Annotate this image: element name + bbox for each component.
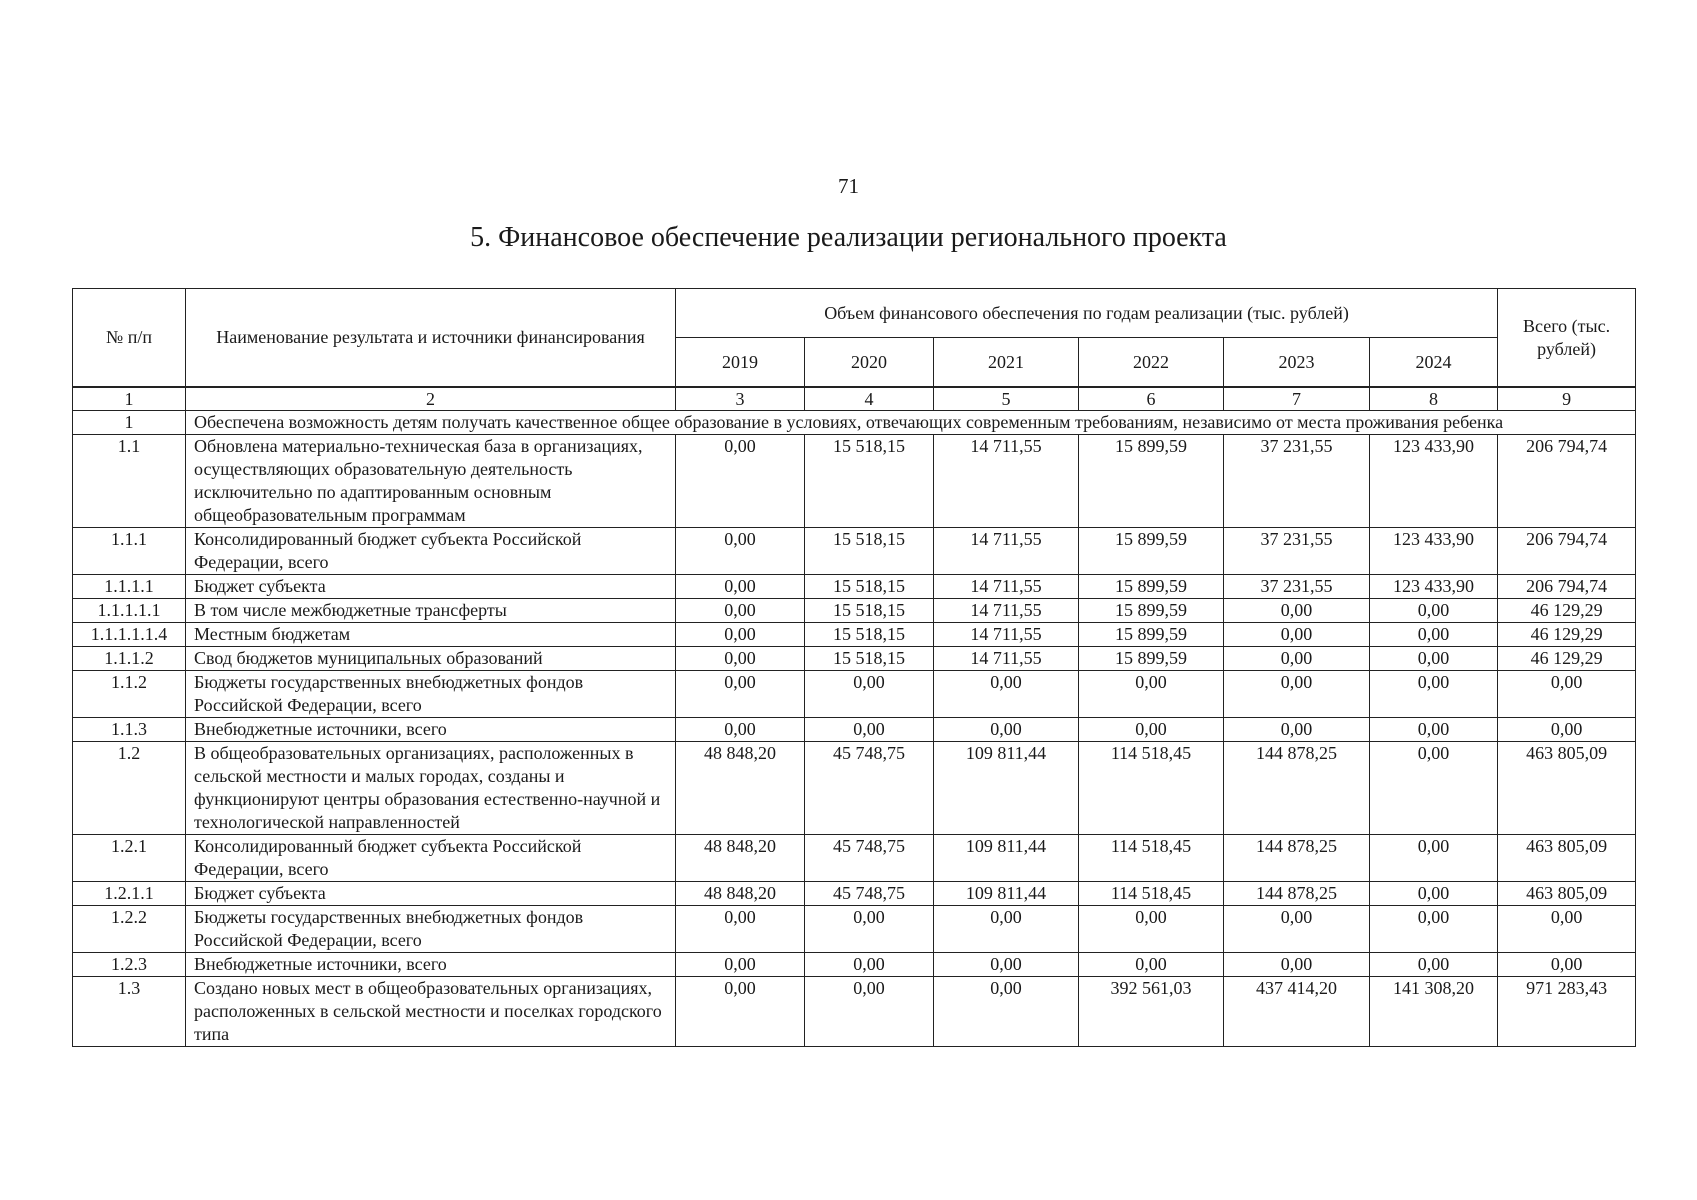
- column-number: 7: [1224, 387, 1370, 411]
- row-name: Создано новых мест в общеобразовательных организациях, расположенных в сельской местности и поселках городского типа: [186, 977, 676, 1047]
- header-year: 2024: [1370, 338, 1498, 388]
- column-number: 5: [934, 387, 1079, 411]
- row-year-value: 123 433,90: [1370, 528, 1498, 575]
- header-year: 2023: [1224, 338, 1370, 388]
- row-number: 1.2.2: [73, 906, 186, 953]
- row-year-value: 0,00: [934, 953, 1079, 977]
- row-year-value: 15 899,59: [1079, 435, 1224, 528]
- row-year-value: 48 848,20: [676, 882, 805, 906]
- row-number: 1.1.1.2: [73, 647, 186, 671]
- column-number: 6: [1079, 387, 1224, 411]
- row-year-value: 15 518,15: [805, 647, 934, 671]
- row-year-value: 0,00: [1224, 623, 1370, 647]
- row-year-value: 15 899,59: [1079, 575, 1224, 599]
- row-total-value: 0,00: [1498, 718, 1636, 742]
- row-year-value: 114 518,45: [1079, 882, 1224, 906]
- header-year: 2022: [1079, 338, 1224, 388]
- table-header: [73, 289, 1636, 411]
- row-year-value: 144 878,25: [1224, 742, 1370, 835]
- row-year-value: 0,00: [1370, 835, 1498, 882]
- row-year-value: 144 878,25: [1224, 835, 1370, 882]
- row-year-value: 15 518,15: [805, 435, 934, 528]
- row-year-value: 45 748,75: [805, 882, 934, 906]
- table-row: [73, 647, 1636, 671]
- column-number: 4: [805, 387, 934, 411]
- row-year-value: 123 433,90: [1370, 435, 1498, 528]
- row-year-value: 0,00: [676, 718, 805, 742]
- row-year-value: 0,00: [934, 671, 1079, 718]
- row-year-value: 14 711,55: [934, 435, 1079, 528]
- row-year-value: 0,00: [1079, 671, 1224, 718]
- table-row: [73, 882, 1636, 906]
- row-year-value: 37 231,55: [1224, 528, 1370, 575]
- row-number: 1.1.1: [73, 528, 186, 575]
- table-body: [73, 411, 1636, 1047]
- row-name: Обновлена материально-техническая база в организациях, осуществляющих образовательную деятельность исключительно по адаптированным основным общеобразовательным программам: [186, 435, 676, 528]
- header-no: № п/п: [73, 289, 186, 388]
- row-year-value: 114 518,45: [1079, 742, 1224, 835]
- row-year-value: 48 848,20: [676, 742, 805, 835]
- document-title: 5. Финансовое обеспечение реализации регионального проекта: [470, 222, 1227, 253]
- row-year-value: 0,00: [676, 435, 805, 528]
- row-year-value: 109 811,44: [934, 882, 1079, 906]
- row-year-value: 45 748,75: [805, 742, 934, 835]
- row-year-value: 0,00: [1370, 623, 1498, 647]
- row-year-value: 114 518,45: [1079, 835, 1224, 882]
- row-total-value: 46 129,29: [1498, 623, 1636, 647]
- row-year-value: 14 711,55: [934, 623, 1079, 647]
- financing-table: [72, 288, 1636, 1047]
- table-row: [73, 953, 1636, 977]
- row-year-value: 109 811,44: [934, 835, 1079, 882]
- row-year-value: 0,00: [1370, 906, 1498, 953]
- row-year-value: 0,00: [1224, 953, 1370, 977]
- row-name: Бюджет субъекта: [186, 575, 676, 599]
- row-year-value: 14 711,55: [934, 528, 1079, 575]
- row-year-value: 0,00: [1370, 742, 1498, 835]
- row-year-value: 15 899,59: [1079, 623, 1224, 647]
- table-row: [73, 575, 1636, 599]
- row-year-value: 15 518,15: [805, 599, 934, 623]
- row-number: 1.1.1.1.1.4: [73, 623, 186, 647]
- table-row: [73, 528, 1636, 575]
- row-year-value: 0,00: [676, 599, 805, 623]
- row-year-value: 0,00: [676, 623, 805, 647]
- row-year-value: 144 878,25: [1224, 882, 1370, 906]
- row-total-value: 206 794,74: [1498, 435, 1636, 528]
- row-total-value: 206 794,74: [1498, 528, 1636, 575]
- row-year-value: 0,00: [805, 718, 934, 742]
- row-year-value: 0,00: [934, 977, 1079, 1047]
- column-number: 2: [186, 387, 676, 411]
- row-number: 1.2: [73, 742, 186, 835]
- row-name: Внебюджетные источники, всего: [186, 953, 676, 977]
- row-total-value: 463 805,09: [1498, 835, 1636, 882]
- row-year-value: 0,00: [676, 953, 805, 977]
- row-year-value: 14 711,55: [934, 599, 1079, 623]
- row-year-value: 0,00: [676, 906, 805, 953]
- row-year-value: 0,00: [934, 906, 1079, 953]
- row-year-value: 37 231,55: [1224, 575, 1370, 599]
- header-name: Наименование результата и источники финансирования: [186, 289, 676, 388]
- row-year-value: 0,00: [805, 671, 934, 718]
- row-year-value: 141 308,20: [1370, 977, 1498, 1047]
- row-name: Свод бюджетов муниципальных образований: [186, 647, 676, 671]
- row-year-value: 0,00: [1079, 718, 1224, 742]
- table-row: [73, 835, 1636, 882]
- row-name: Бюджет субъекта: [186, 882, 676, 906]
- row-total-value: 0,00: [1498, 671, 1636, 718]
- row-year-value: 0,00: [1224, 718, 1370, 742]
- row-year-value: 0,00: [1370, 718, 1498, 742]
- row-total-value: 971 283,43: [1498, 977, 1636, 1047]
- row-total-value: 463 805,09: [1498, 742, 1636, 835]
- row-year-value: 0,00: [1370, 953, 1498, 977]
- row-year-value: 0,00: [676, 528, 805, 575]
- row-number: 1.1.2: [73, 671, 186, 718]
- table-row: [73, 742, 1636, 835]
- column-number: 1: [73, 387, 186, 411]
- row-year-value: 437 414,20: [1224, 977, 1370, 1047]
- row-number: 1.1: [73, 435, 186, 528]
- row-year-value: 15 518,15: [805, 528, 934, 575]
- row-year-value: 0,00: [1370, 671, 1498, 718]
- row-year-value: 0,00: [1224, 906, 1370, 953]
- row-total-value: 0,00: [1498, 953, 1636, 977]
- header-year: 2019: [676, 338, 805, 388]
- row-year-value: 14 711,55: [934, 575, 1079, 599]
- row-year-value: 0,00: [676, 647, 805, 671]
- table-row: [73, 906, 1636, 953]
- row-year-value: 0,00: [1079, 953, 1224, 977]
- section-row: [73, 411, 1636, 435]
- row-total-value: 46 129,29: [1498, 599, 1636, 623]
- table-row: [73, 435, 1636, 528]
- row-year-value: 0,00: [1370, 882, 1498, 906]
- row-year-value: 123 433,90: [1370, 575, 1498, 599]
- row-year-value: 15 518,15: [805, 575, 934, 599]
- row-year-value: 45 748,75: [805, 835, 934, 882]
- row-year-value: 0,00: [934, 718, 1079, 742]
- row-year-value: 0,00: [676, 977, 805, 1047]
- row-year-value: 0,00: [676, 575, 805, 599]
- row-year-value: 0,00: [805, 977, 934, 1047]
- header-total: Всего (тыс. рублей): [1498, 289, 1636, 388]
- section-number: 1: [73, 411, 186, 435]
- row-year-value: 48 848,20: [676, 835, 805, 882]
- row-year-value: 0,00: [1370, 647, 1498, 671]
- table-row: [73, 671, 1636, 718]
- row-year-value: 0,00: [1224, 647, 1370, 671]
- row-name: Консолидированный бюджет субъекта Российской Федерации, всего: [186, 528, 676, 575]
- table-row: [73, 718, 1636, 742]
- row-year-value: 15 518,15: [805, 623, 934, 647]
- row-year-value: 0,00: [1079, 906, 1224, 953]
- row-year-value: 15 899,59: [1079, 599, 1224, 623]
- row-number: 1.2.3: [73, 953, 186, 977]
- row-number: 1.2.1.1: [73, 882, 186, 906]
- row-name: Внебюджетные источники, всего: [186, 718, 676, 742]
- row-year-value: 15 899,59: [1079, 647, 1224, 671]
- row-total-value: 206 794,74: [1498, 575, 1636, 599]
- row-name: В общеобразовательных организациях, расположенных в сельской местности и малых городах, созданы и функционируют центры образования естественно-научной и технологической направленностей: [186, 742, 676, 835]
- row-number: 1.1.1.1.1: [73, 599, 186, 623]
- row-number: 1.2.1: [73, 835, 186, 882]
- table-row: [73, 623, 1636, 647]
- column-number: 9: [1498, 387, 1636, 411]
- row-total-value: 463 805,09: [1498, 882, 1636, 906]
- row-year-value: 0,00: [805, 906, 934, 953]
- row-total-value: 0,00: [1498, 906, 1636, 953]
- row-year-value: 14 711,55: [934, 647, 1079, 671]
- row-number: 1.1.1.1: [73, 575, 186, 599]
- row-number: 1.1.3: [73, 718, 186, 742]
- column-numbers-row: [73, 387, 1636, 411]
- row-name: Бюджеты государственных внебюджетных фондов Российской Федерации, всего: [186, 671, 676, 718]
- row-year-value: 0,00: [805, 953, 934, 977]
- table-row: [73, 977, 1636, 1047]
- row-name: Бюджеты государственных внебюджетных фондов Российской Федерации, всего: [186, 906, 676, 953]
- header-year: 2020: [805, 338, 934, 388]
- row-name: Местным бюджетам: [186, 623, 676, 647]
- column-number: 8: [1370, 387, 1498, 411]
- row-name: В том числе межбюджетные трансферты: [186, 599, 676, 623]
- page-number: 71: [838, 174, 859, 198]
- row-year-value: 0,00: [1370, 599, 1498, 623]
- row-year-value: 0,00: [676, 671, 805, 718]
- row-name: Консолидированный бюджет субъекта Российской Федерации, всего: [186, 835, 676, 882]
- row-total-value: 46 129,29: [1498, 647, 1636, 671]
- row-year-value: 109 811,44: [934, 742, 1079, 835]
- table-row: [73, 599, 1636, 623]
- row-year-value: 392 561,03: [1079, 977, 1224, 1047]
- row-year-value: 15 899,59: [1079, 528, 1224, 575]
- row-year-value: 37 231,55: [1224, 435, 1370, 528]
- row-year-value: 0,00: [1224, 599, 1370, 623]
- section-text: Обеспечена возможность детям получать качественное общее образование в условиях, отвечающих современным требованиям, независимо от места проживания ребенка: [186, 411, 1636, 435]
- header-year: 2021: [934, 338, 1079, 388]
- row-number: 1.3: [73, 977, 186, 1047]
- row-year-value: 0,00: [1224, 671, 1370, 718]
- header-volume: Объем финансового обеспечения по годам реализации (тыс. рублей): [676, 289, 1498, 338]
- column-number: 3: [676, 387, 805, 411]
